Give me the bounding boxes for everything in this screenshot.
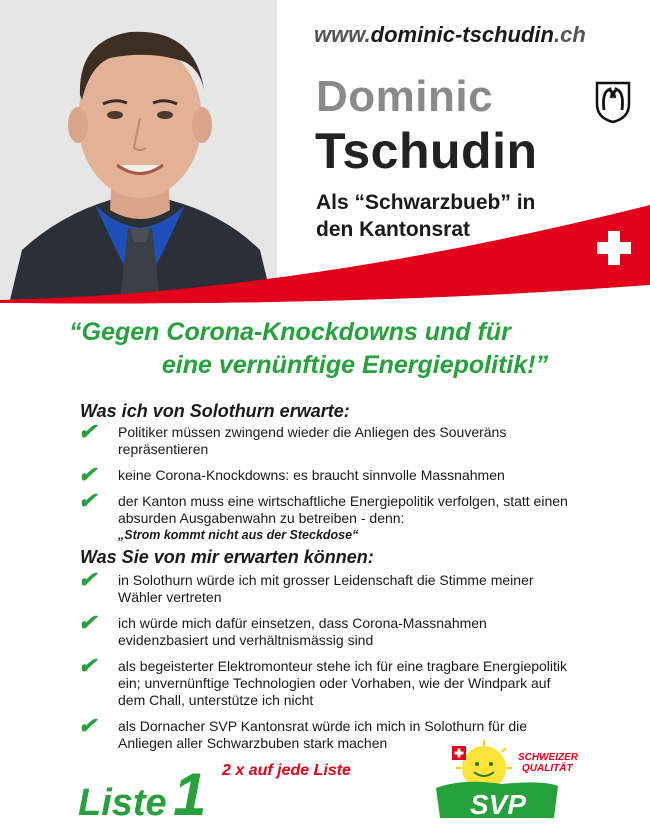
list-item-text: Politiker müssen zwingend wieder die Anliegen des Souveräns repräsentieren [118, 424, 507, 457]
list-item-text: ich würde mich dafür einsetzen, dass Corona-Massnahmen evidenzbasiert und verhältnismässig sind [118, 615, 487, 648]
expectations-list [78, 419, 568, 553]
candidate-tagline [316, 190, 576, 244]
list-item [78, 419, 568, 458]
list-digit: 1 [173, 761, 207, 828]
section-promises-title: Was Sie von mir erwarten können: [80, 547, 374, 567]
svp-claim-line-1: SCHWEIZER [518, 752, 578, 763]
url-prefix: www. [314, 22, 371, 47]
swiss-cross-icon [592, 226, 636, 270]
check-icon: ✔ [78, 462, 97, 487]
slogan-line-2: eine vernünftige Energiepolitik!” [161, 350, 549, 379]
section-expectations-title: Was ich von Solothurn erwarte: [80, 401, 350, 421]
vote-twice-note: 2 x auf jede Liste [222, 762, 351, 779]
list-item-text: der Kanton muss eine wirtschaftliche Energiepolitik verfolgen, statt einen absurden Ausgabenwahn zu betreiben - denn: [118, 493, 568, 526]
list-item-text: als begeisterter Elektromonteur stehe ich für eine tragbare Energiepolitik ein; unvernünftige Technologien oder Vorhaben, wie der Windpark auf dem Chall, unterstütze ich nicht [118, 658, 568, 708]
list-item [78, 462, 568, 487]
slogan [0, 316, 650, 381]
website-url[interactable] [314, 22, 586, 48]
check-icon: ✔ [78, 567, 97, 592]
url-suffix: .ch [553, 22, 586, 47]
promises-list [78, 567, 568, 761]
list-item-text: keine Corona-Knockdowns: es braucht sinnvolle Massnahmen [118, 467, 505, 483]
list-item-text: als Dornacher SVP Kantonsrat würde ich mich in Solothurn für die Anliegen aller Schwarzbuben stark machen [118, 718, 528, 751]
svp-party-logo [432, 738, 578, 820]
list-item-quote: „Strom kommt nicht aus der Steckdose“ [118, 528, 359, 542]
list-item [78, 610, 568, 649]
slogan-line-1: “Gegen Corona-Knockdowns und für [69, 318, 511, 346]
url-domain: dominic-tschudin [370, 22, 554, 47]
tagline-line-1: Als “Schwarzbueb” in [316, 191, 536, 214]
tagline-line-2: den Kantonsrat [316, 217, 471, 241]
svp-logo-text: SVP [469, 789, 527, 820]
list-item [78, 488, 568, 544]
list-item [78, 567, 568, 606]
dornach-coat-of-arms-icon [594, 80, 632, 124]
list-number [78, 760, 207, 829]
list-item-text: in Solothurn würde ich mit grosser Leidenschaft die Stimme meiner Wähler vertreten [118, 572, 534, 605]
check-icon: ✔ [78, 419, 97, 444]
check-icon: ✔ [78, 488, 97, 513]
list-item [78, 653, 568, 709]
check-icon: ✔ [78, 713, 97, 738]
check-icon: ✔ [78, 610, 97, 635]
candidate-first-name: Dominic [316, 72, 494, 121]
list-word: Liste [78, 782, 167, 824]
check-icon: ✔ [78, 653, 97, 678]
candidate-last-name: Tschudin [315, 123, 538, 179]
svp-claim-line-2: QUALITÄT [522, 763, 573, 774]
